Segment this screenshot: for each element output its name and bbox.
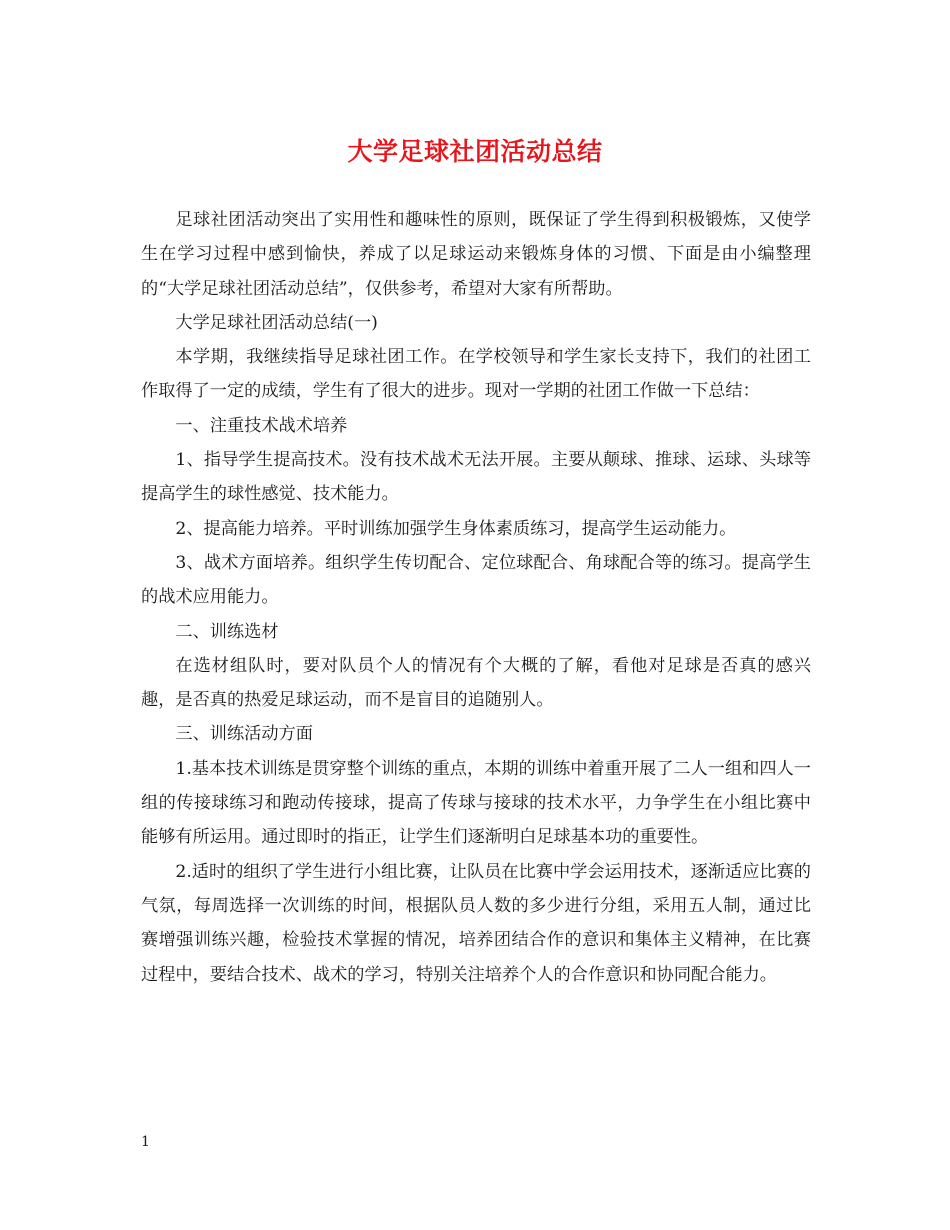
document-body	[141, 203, 811, 992]
section-heading-summary-one: 大学足球社团活动总结(一)	[175, 312, 378, 333]
paragraph-technique-1: 1、指导学生提高技术。没有技术战术无法开展。主要从颠球、推球、运球、头球等提高学生的球性感觉、技术能力。	[141, 450, 811, 505]
paragraph-intro: 足球社团活动突出了实用性和趣味性的原则，既保证了学生得到积极锻炼，又使学生在学习过程中感到愉快，养成了以足球运动来锻炼身体的习惯、下面是由小编整理的“大学足球社团活动总结”，仅供参考，希望对大家有所帮助。	[141, 210, 811, 299]
paragraph-training-1: 1.基本技术训练是贯穿整个训练的重点，本期的训练中着重开展了二人一组和四人一组的传接球练习和跑动传接球，提高了传球与接球的技术水平，力争学生在小组比赛中能够有所运用。通过即时的指正，让学生们逐渐明白足球基本功的重要性。	[141, 758, 811, 848]
paragraph-selection: 在选材组队时，要对队员个人的情况有个大概的了解，看他对足球是否真的感兴趣，是否真的热爱足球运动，而不是盲目的追随别人。	[141, 655, 811, 711]
document-title: 大学足球社团活动总结	[347, 137, 603, 166]
paragraph-technique-2: 2、提高能力培养。平时训练加强学生身体素质练习，提高学生运动能力。	[175, 518, 737, 539]
section-heading-selection: 二、训练选材	[175, 621, 279, 642]
paragraph-training-2: 2.适时的组织了学生进行小组比赛，让队员在比赛中学会运用技术，逐渐适应比赛的气氛，每周选择一次训练的时间，根据队员人数的多少进行分组，采用五人制，通过比赛增强训练兴趣，检验技术掌握的情况，培养团结合作的意识和集体主义精神，在比赛过程中，要结合技术、战术的学习，特别关注培养个人的合作意识和协同配合能力。	[141, 861, 811, 985]
paragraph-overview: 本学期，我继续指导足球社团工作。在学校领导和学生家长支持下，我们的社团工作取得了一定的成绩，学生有了很大的进步。现对一学期的社团工作做一下总结：	[141, 347, 811, 402]
section-heading-training: 三、训练活动方面	[175, 724, 313, 745]
section-heading-technique: 一、注重技术战术培养	[175, 415, 348, 436]
paragraph-technique-3: 3、战术方面培养。组织学生传切配合、定位球配合、角球配合等的练习。提高学生的战术应用能力。	[141, 552, 811, 608]
page-number: 1	[141, 1134, 150, 1150]
